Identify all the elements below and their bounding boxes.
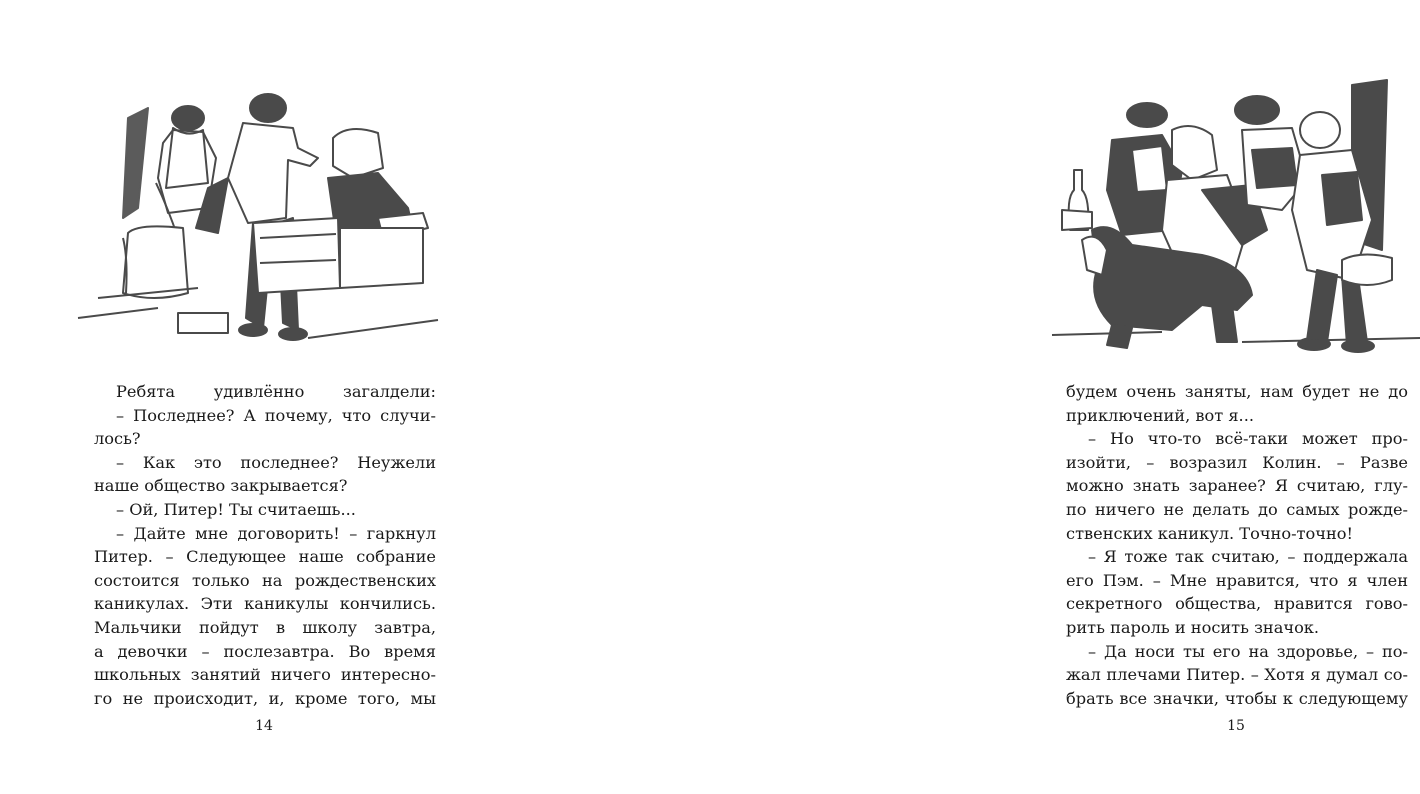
illustration-svg [78,88,438,360]
text-line: а девочки – послезавтра. Во время [94,641,436,661]
text-line: – Но что-то всё-таки может про- [1088,429,1408,449]
text-line: – Да носи ты его на здоровье, – по- [1088,641,1408,661]
text-line: брать все значки, чтобы к следующему [1066,688,1408,708]
text-line: – Я тоже так считаю, – поддержала [1088,547,1408,567]
illustration-children-meeting [78,88,438,360]
text-line: можно знать заранее? Я считаю, глу- [1066,476,1408,496]
text-line: – Как это последнее? Неужели [116,452,436,472]
text-line: состоится только на рождественских [94,570,436,590]
text-line: будем очень заняты, нам будет не до [1066,382,1408,401]
text-line: изойти, – возразил Колин. – Разве [1066,452,1408,472]
right-page-text [1066,380,1408,710]
text-line: наше общество закрывается? [94,476,348,496]
text-line: школьных занятий ничего интересно- [94,665,436,685]
text-line: лось? [94,429,141,449]
text-line: – Дайте мне договорить! – гаркнул [116,523,436,543]
text-line: его Пэм. – Мне нравится, что я член [1066,570,1408,590]
text-line: жал плечами Питер. – Хотя я думал со- [1066,665,1408,685]
right-page [500,0,1408,794]
left-page-text [94,380,436,710]
illustration-children-with-dog [1052,80,1420,352]
text-line: го не происходит, и, кроме того, мы [94,688,436,708]
text-line: – Ой, Питер! Ты считаешь... [116,499,356,519]
text-line: приключений, вот я... [1066,405,1254,425]
text-line: Питер. – Следующее наше собрание [94,547,436,567]
text-line: – Последнее? А почему, что случи- [116,405,436,425]
text-line: Ребята удивлённо загалдели: [116,382,436,401]
left-page [0,0,500,794]
page-number: 15 [1227,718,1245,734]
text-line: рить пароль и носить значок. [1066,617,1320,637]
text-line: секретного общества, нравится гово- [1066,594,1408,614]
text-line: Мальчики пойдут в школу завтра, [94,617,436,637]
illustration-svg [1052,80,1420,352]
text-line: ственских каникул. Точно-точно! [1066,523,1354,543]
text-line: каникулах. Эти каникулы кончились. [94,594,436,614]
text-line: по ничего не делать до самых рожде- [1066,499,1408,519]
page-number: 14 [255,718,273,734]
